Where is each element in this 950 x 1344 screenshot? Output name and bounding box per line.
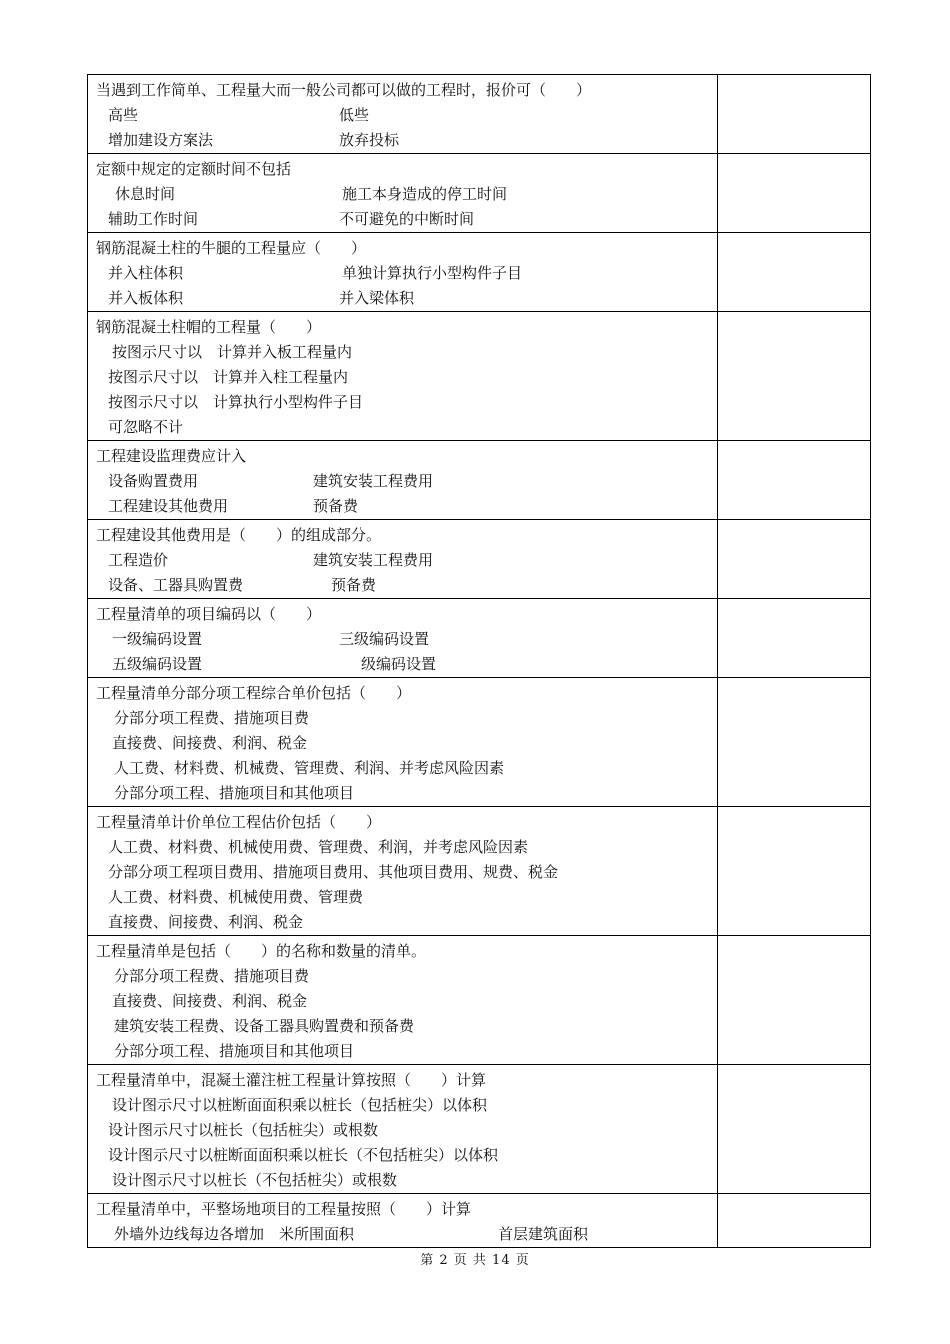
option-left: 建筑安装工程费、设备工器具购置费和预备费 — [114, 1017, 415, 1035]
option-line — [96, 340, 717, 365]
option-line — [96, 627, 717, 652]
option-line — [96, 182, 717, 207]
option-left: 直接费、间接费、利润、税金 — [112, 734, 308, 752]
answer-cell[interactable] — [718, 441, 871, 520]
option-left: 按图示尺寸以 计算并入板工程量内 — [112, 343, 353, 361]
option-right: 首层建筑面积 — [498, 1225, 589, 1243]
option-line — [96, 573, 717, 598]
option-line — [96, 652, 717, 677]
question-row — [88, 807, 871, 936]
option-left: 辅助工作时间 — [108, 210, 199, 228]
question-row — [88, 233, 871, 312]
option-right: 低些 — [339, 106, 370, 124]
question-stem: 工程量清单计价单位工程估价包括（ ） — [96, 813, 382, 831]
option-left: 设计图示尺寸以桩断面面积乘以桩长（包括桩尖）以体积 — [112, 1096, 488, 1114]
option-line — [96, 964, 717, 989]
option-line — [96, 1014, 717, 1039]
page-footer: 第 2 页 共 14 页 — [420, 1253, 530, 1268]
option-line — [96, 415, 717, 440]
option-left: 按图示尺寸以 计算并入柱工程量内 — [108, 368, 349, 386]
answer-cell[interactable] — [718, 1065, 871, 1194]
question-row — [88, 1065, 871, 1194]
option-left: 并入板体积 — [108, 289, 184, 307]
option-left: 设计图示尺寸以桩断面面积乘以桩长（不包括桩尖）以体积 — [108, 1146, 499, 1164]
question-cell — [88, 936, 718, 1065]
option-left: 工程造价 — [108, 551, 169, 569]
question-cell — [88, 1194, 718, 1248]
option-left: 人工费、材料费、机械使用费、管理费 — [108, 888, 364, 906]
answer-cell[interactable] — [718, 312, 871, 441]
option-line — [96, 860, 717, 885]
option-line — [96, 781, 717, 806]
option-line — [96, 494, 717, 519]
option-line — [96, 128, 717, 153]
option-line — [96, 731, 717, 756]
answer-cell[interactable] — [718, 599, 871, 678]
question-row — [88, 312, 871, 441]
question-cell — [88, 154, 718, 233]
answer-cell[interactable] — [718, 154, 871, 233]
option-right: 预备费 — [313, 497, 359, 515]
option-left: 设备购置费用 — [108, 472, 199, 490]
option-left: 设计图示尺寸以桩长（包括桩尖）或根数 — [108, 1121, 379, 1139]
question-cell — [88, 678, 718, 807]
option-line — [96, 207, 717, 232]
question-row — [88, 1194, 871, 1248]
option-left: 可忽略不计 — [108, 418, 184, 436]
question-stem: 工程量清单中，混凝土灌注桩工程量计算按照（ ）计算 — [96, 1071, 487, 1089]
answer-cell[interactable] — [718, 678, 871, 807]
option-left: 五级编码设置 — [112, 655, 203, 673]
option-line — [96, 1118, 717, 1143]
question-row — [88, 599, 871, 678]
answer-cell[interactable] — [718, 520, 871, 599]
option-right: 预备费 — [331, 576, 377, 594]
option-right: 建筑安装工程费用 — [313, 472, 434, 490]
question-cell — [88, 233, 718, 312]
question-cell — [88, 599, 718, 678]
question-row — [88, 441, 871, 520]
option-line — [96, 103, 717, 128]
option-left: 分部分项工程项目费用、措施项目费用、其他项目费用、规费、税金 — [108, 863, 559, 881]
question-cell — [88, 312, 718, 441]
option-right: 三级编码设置 — [339, 630, 430, 648]
answer-cell[interactable] — [718, 233, 871, 312]
option-left: 按图示尺寸以 计算执行小型构件子目 — [108, 393, 364, 411]
question-stem: 定额中规定的定额时间不包括 — [96, 160, 292, 178]
option-line — [96, 706, 717, 731]
option-left: 工程建设其他费用 — [108, 497, 229, 515]
option-line — [96, 469, 717, 494]
option-right: 施工本身造成的停工时间 — [342, 185, 508, 203]
option-right: 单独计算执行小型构件子目 — [342, 264, 523, 282]
option-left: 分部分项工程、措施项目和其他项目 — [114, 784, 355, 802]
question-cell — [88, 520, 718, 599]
answer-cell[interactable] — [718, 936, 871, 1065]
option-line — [96, 1039, 717, 1064]
option-line — [96, 1143, 717, 1168]
option-right: 级编码设置 — [361, 655, 437, 673]
option-left: 分部分项工程、措施项目和其他项目 — [114, 1042, 355, 1060]
answer-cell[interactable] — [718, 807, 871, 936]
question-stem: 钢筋混凝土柱的牛腿的工程量应（ ） — [96, 239, 367, 257]
question-row — [88, 154, 871, 233]
option-left: 分部分项工程费、措施项目费 — [114, 709, 310, 727]
option-line — [96, 910, 717, 935]
question-cell — [88, 807, 718, 936]
option-left: 设备、工器具购置费 — [108, 576, 244, 594]
question-cell — [88, 75, 718, 154]
option-line — [96, 989, 717, 1014]
answer-cell[interactable] — [718, 1194, 871, 1248]
option-line — [96, 365, 717, 390]
option-left: 高些 — [108, 106, 139, 124]
option-left: 休息时间 — [115, 185, 176, 203]
question-stem: 当遇到工作简单、工程量大而一般公司都可以做的工程时，报价可（ ） — [96, 81, 592, 99]
question-cell — [88, 1065, 718, 1194]
option-line — [96, 261, 717, 286]
question-row — [88, 520, 871, 599]
option-right: 并入梁体积 — [339, 289, 415, 307]
option-line — [96, 548, 717, 573]
option-left: 人工费、材料费、机械费、管理费、利润、并考虑风险因素 — [114, 759, 505, 777]
option-line — [96, 1093, 717, 1118]
question-row — [88, 936, 871, 1065]
question-stem: 工程量清单分部分项工程综合单价包括（ ） — [96, 684, 412, 702]
option-line — [96, 1168, 717, 1193]
option-left: 增加建设方案法 — [108, 131, 214, 149]
question-stem: 工程量清单中，平整场地项目的工程量按照（ ）计算 — [96, 1200, 472, 1218]
option-left: 直接费、间接费、利润、税金 — [112, 992, 308, 1010]
option-left: 并入柱体积 — [108, 264, 184, 282]
question-row — [88, 75, 871, 154]
option-left: 分部分项工程费、措施项目费 — [114, 967, 310, 985]
option-right: 建筑安装工程费用 — [313, 551, 434, 569]
question-stem: 工程建设监理费应计入 — [96, 447, 247, 465]
option-line — [96, 885, 717, 910]
option-left: 人工费、材料费、机械使用费、管理费、利润，并考虑风险因素 — [108, 838, 529, 856]
option-line — [96, 756, 717, 781]
option-right: 不可避免的中断时间 — [339, 210, 475, 228]
question-table — [87, 74, 871, 1248]
option-right: 放弃投标 — [339, 131, 400, 149]
option-line — [96, 390, 717, 415]
question-row — [88, 678, 871, 807]
option-line — [96, 1222, 717, 1247]
option-left: 设计图示尺寸以桩长（不包括桩尖）或根数 — [112, 1171, 398, 1189]
option-left: 直接费、间接费、利润、税金 — [108, 913, 304, 931]
option-line — [96, 286, 717, 311]
question-stem: 工程量清单的项目编码以（ ） — [96, 605, 322, 623]
question-stem: 钢筋混凝土柱帽的工程量（ ） — [96, 318, 322, 336]
option-left: 一级编码设置 — [112, 630, 203, 648]
option-line — [96, 835, 717, 860]
question-cell — [88, 441, 718, 520]
option-left: 外墙外边线每边各增加 米所围面积 — [114, 1225, 355, 1243]
question-stem: 工程建设其他费用是（ ）的组成部分。 — [96, 526, 382, 544]
question-stem: 工程量清单是包括（ ）的名称和数量的清单。 — [96, 942, 427, 960]
answer-cell[interactable] — [718, 75, 871, 154]
